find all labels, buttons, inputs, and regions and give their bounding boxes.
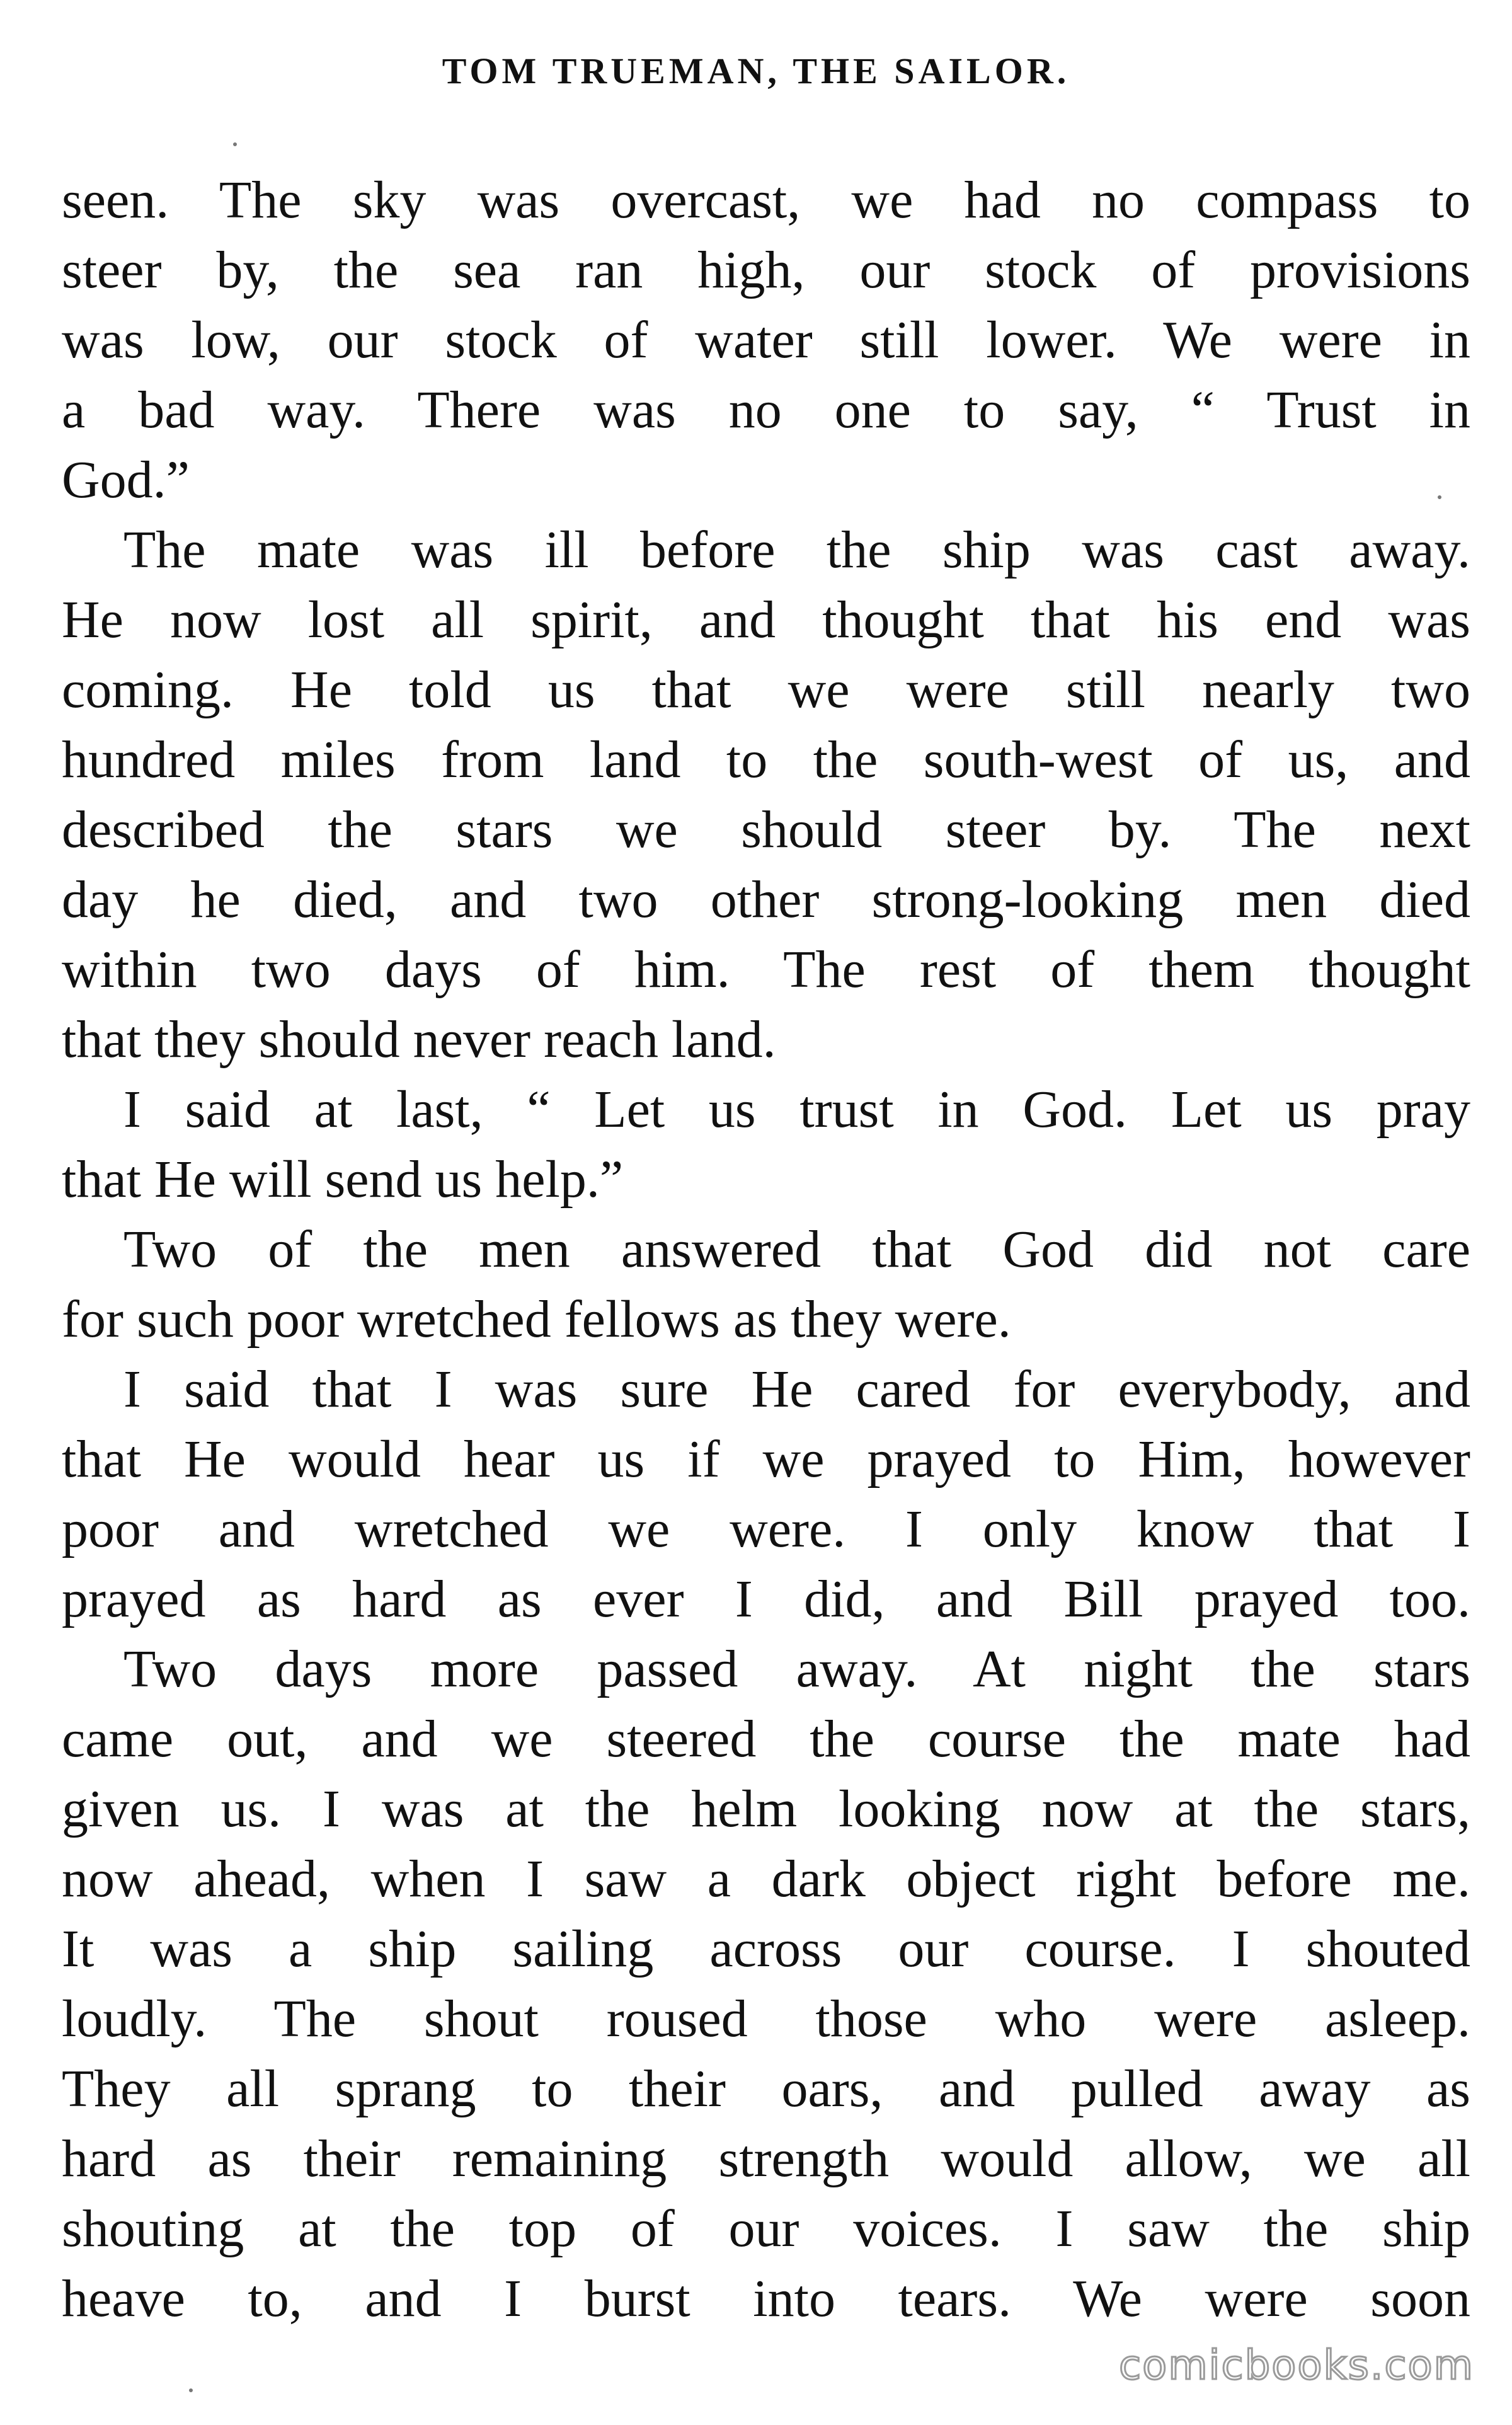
text-line: heave to, and I burst into tears. We were soon <box>62 2269 1470 2328</box>
running-title: TOM TRUEMAN, THE SAILOR. <box>442 50 1070 91</box>
text-line: I said that I was sure He cared for everybody, and <box>123 1360 1470 1419</box>
print-speck <box>189 2388 193 2392</box>
text-line: for such poor wretched fellows as they were. <box>62 1290 1011 1349</box>
text-line: The mate was ill before the ship was cast away. <box>123 521 1470 579</box>
text-line: given us. I was at the helm looking now at the stars, <box>62 1780 1470 1838</box>
text-line: hundred miles from land to the south-west of us, and <box>62 730 1470 789</box>
text-line: He now lost all spirit, and thought that his end was <box>62 590 1470 649</box>
text-line: within two days of him. The rest of them thought <box>62 940 1470 999</box>
text-line: poor and wretched we were. I only know that I <box>62 1500 1470 1558</box>
text-line: that He will send us help.” <box>62 1150 624 1209</box>
text-line: described the stars we should steer by. The next <box>62 800 1470 859</box>
text-line: hard as their remaining strength would allow, we all <box>62 2129 1470 2188</box>
text-line: God.” <box>62 451 190 509</box>
text-line: coming. He told us that we were still nearly two <box>62 660 1470 719</box>
text-line: that they should never reach land. <box>62 1010 776 1069</box>
text-line: came out, and we steered the course the mate had <box>62 1710 1470 1768</box>
text-line: day he died, and two other strong-looking men died <box>62 870 1470 929</box>
body-text <box>62 165 1470 2334</box>
text-line: now ahead, when I saw a dark object right before me. <box>62 1850 1470 1908</box>
text-line: loudly. The shout roused those who were asleep. <box>62 1990 1470 2048</box>
text-line: steer by, the sea ran high, our stock of provisions <box>62 241 1470 299</box>
text-line: prayed as hard as ever I did, and Bill prayed too. <box>62 1570 1470 1628</box>
text-line: Two of the men answered that God did not care <box>123 1220 1470 1279</box>
text-line: shouting at the top of our voices. I saw the ship <box>62 2199 1470 2258</box>
text-line: seen. The sky was overcast, we had no compass to <box>62 171 1470 229</box>
text-line: Two days more passed away. At night the stars <box>123 1640 1470 1698</box>
text-line: I said at last, “ Let us trust in God. Let us pray <box>123 1080 1470 1139</box>
text-line: They all sprang to their oars, and pulled away as <box>62 2059 1470 2118</box>
watermark-text: comicbooks.com <box>1118 2342 1474 2389</box>
print-speck <box>233 142 237 146</box>
text-line: was low, our stock of water still lower. We were in <box>62 311 1470 369</box>
text-line: that He would hear us if we prayed to Him, however <box>62 1430 1470 1489</box>
text-line: a bad way. There was no one to say, “ Trust in <box>62 381 1470 439</box>
text-line: It was a ship sailing across our course. I shouted <box>62 1920 1470 1978</box>
print-speck <box>1438 495 1441 499</box>
